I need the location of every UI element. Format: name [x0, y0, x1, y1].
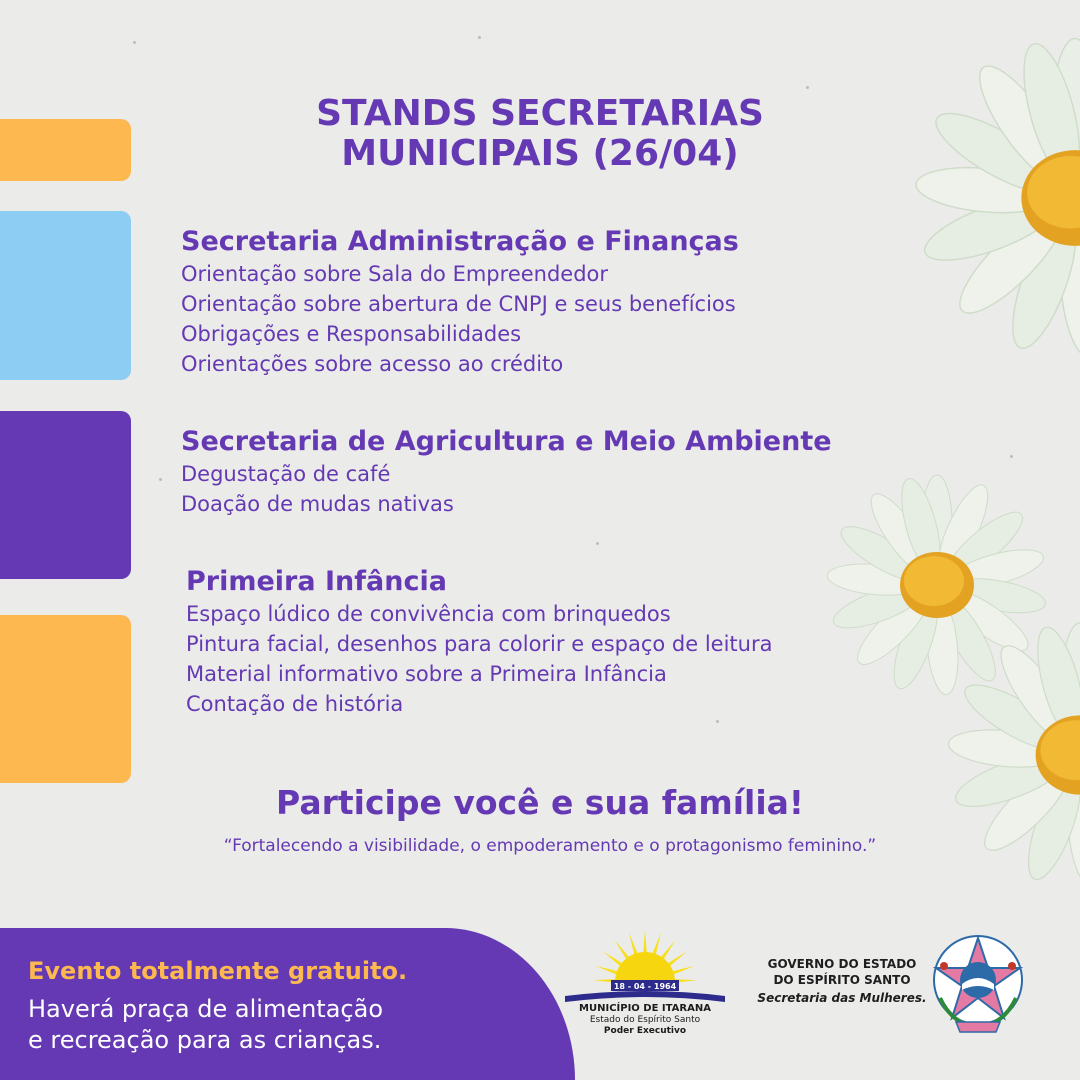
food-line-2: e recreação para as crianças.	[28, 1026, 382, 1054]
section-agricultura-meio-ambiente	[181, 425, 832, 519]
list-item: Espaço lúdico de convivência com brinquedos	[186, 602, 671, 626]
list-item: Pintura facial, desenhos para colorir e espaço de leitura	[186, 632, 773, 656]
list-item: Degustação de café	[181, 462, 391, 486]
daisy-icon	[914, 38, 1080, 358]
section-primeira-infancia	[186, 565, 772, 719]
title-line-2: MUNICIPAIS (26/04)	[341, 133, 739, 174]
list-item: Material informativo sobre a Primeira Infância	[186, 662, 667, 686]
gov-secretaria: Secretaria das Mulheres.	[757, 991, 927, 1005]
title-line-1: STANDS SECRETARIAS	[316, 93, 764, 134]
section-heading: Secretaria Administração e Finanças	[181, 226, 739, 257]
list-item: Doação de mudas nativas	[181, 492, 454, 516]
list-item: Contação de história	[186, 692, 404, 716]
motto-quote: “Fortalecendo a visibilidade, o empoderamento e o protagonismo feminino.”	[223, 836, 877, 856]
coat-of-arms-icon	[926, 928, 1030, 1040]
gov-line-1: GOVERNO DO ESTADO	[767, 957, 917, 971]
list-item: Obrigações e Responsabilidades	[181, 322, 522, 346]
itarana-power: Poder Executivo	[603, 1026, 687, 1036]
food-line-1: Haverá praça de alimentação	[28, 995, 383, 1023]
list-item: Orientação sobre Sala do Empreendedor	[181, 262, 609, 286]
page-title	[240, 94, 840, 174]
state-government-logo	[752, 956, 932, 1008]
itarana-state: Estado do Espírito Santo	[589, 1015, 701, 1025]
gov-line-2: DO ESPÍRITO SANTO	[773, 973, 911, 987]
call-to-action: Participe você e sua família!	[276, 783, 804, 822]
list-item: Orientações sobre acesso ao crédito	[181, 352, 564, 376]
list-item: Orientação sobre abertura de CNPJ e seus benefícios	[181, 292, 736, 316]
section-administracao-financas	[181, 225, 739, 379]
itarana-name: MUNICÍPIO DE ITARANA	[579, 1003, 711, 1014]
section-heading: Primeira Infância	[186, 566, 447, 597]
free-event-text: Evento totalmente gratuito.	[28, 957, 408, 985]
section-heading: Secretaria de Agricultura e Meio Ambiente	[181, 426, 832, 457]
itarana-date: 18 - 04 - 1964	[613, 982, 677, 991]
food-recreation-text	[28, 994, 488, 1056]
